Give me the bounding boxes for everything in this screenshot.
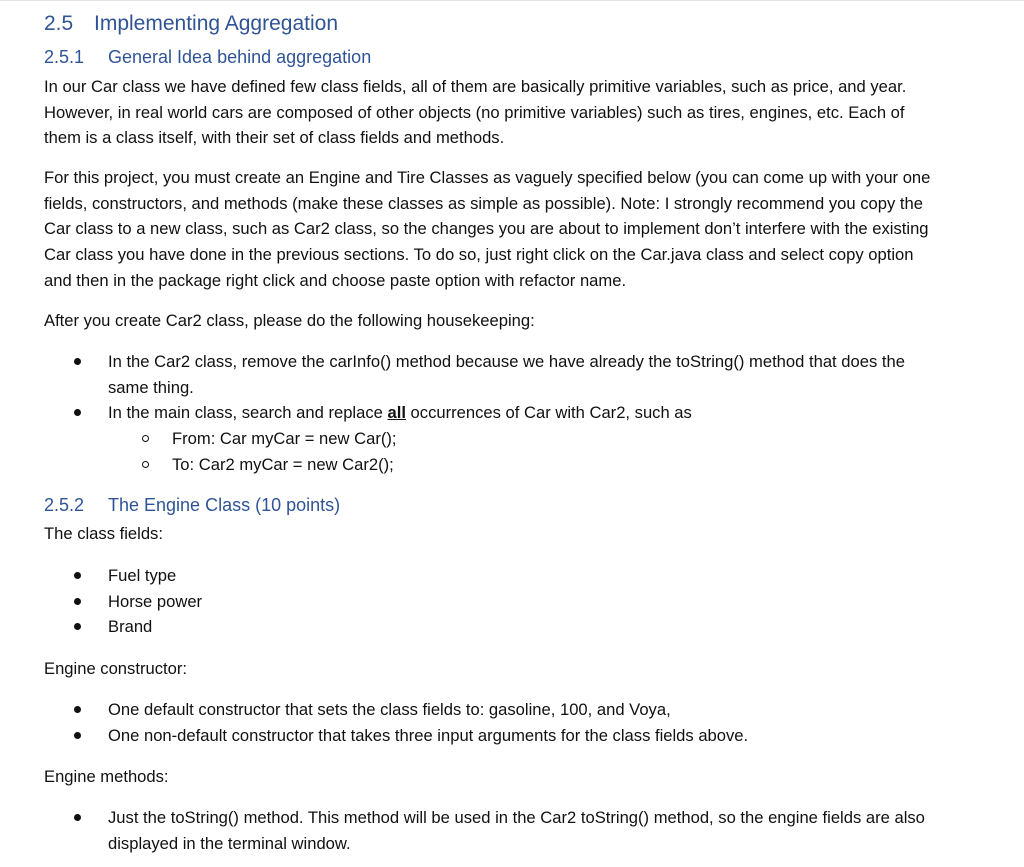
list-item-text-part: occurrences of Car with Car2, such as (405, 403, 692, 423)
paragraph-line: However, in real world cars are composed of other objects (no primitive variables) such as tires, engines, etc. Each of (44, 102, 905, 122)
constructor-list (0, 697, 1024, 748)
paragraph-line: Car class to a new class, such as Car2 class, so the changes you are about to implement don’t interfere with the existing (44, 219, 929, 239)
paragraph-line: After you create Car2 class, please do the following housekeeping: (44, 311, 535, 330)
emphasis-all: all (387, 403, 406, 423)
list-item (0, 697, 1024, 723)
subsection-1-number: 2.5.1 (44, 47, 85, 67)
paragraph-line: For this project, you must create an Engine and Tire Classes as vaguely specified below (you can come up with your one (44, 168, 931, 187)
subsection-1-heading (44, 47, 371, 68)
intro-paragraph (44, 74, 1004, 151)
bullet-icon (74, 623, 81, 630)
list-item-text: same thing. (108, 377, 194, 397)
paragraph-line: Car class you have done in the previous sections. To do so, just right click on the Car.java class and select copy option (44, 245, 914, 265)
sub-list-item (0, 452, 1024, 478)
fields-label (44, 521, 1004, 547)
bullet-icon (74, 706, 81, 713)
hollow-bullet-icon (142, 461, 149, 468)
list-item-text (108, 400, 1024, 426)
subsection-2-number: 2.5.2 (44, 495, 85, 515)
sub-list-item-text: From: Car myCar = new Car(); (172, 429, 397, 449)
subsection-2-title: The Engine Class (10 points) (108, 495, 341, 515)
bullet-icon (74, 572, 81, 579)
section-title: Implementing Aggregation (94, 12, 338, 35)
subsection-2-heading (44, 495, 340, 516)
housekeeping-intro (44, 308, 1004, 334)
list-item-text-part: In the main class, search and replace (108, 403, 388, 423)
list-item-text: One default constructor that sets the class fields to: gasoline, 100, and Voya, (108, 700, 671, 719)
methods-label (44, 764, 1004, 790)
paragraph-line: Engine methods: (44, 767, 169, 786)
paragraph-line: The class fields: (44, 524, 163, 543)
list-item-text: Fuel type (108, 566, 177, 585)
paragraph-line: fields, constructors, and methods (make these classes as simple as possible). Note: I strongly recommend you copy the (44, 193, 923, 213)
methods-list (0, 805, 1024, 856)
bullet-icon (74, 814, 81, 821)
list-item-text: Horse power (108, 591, 203, 611)
subsection-1-title: General Idea behind aggregation (108, 47, 372, 67)
constructor-label (44, 656, 1004, 682)
list-item-text: displayed in the terminal window. (108, 833, 351, 853)
project-paragraph (44, 165, 1004, 293)
sub-list-item-text: To: Car2 myCar = new Car2(); (172, 454, 394, 474)
list-item-text: One non-default constructor that takes three input arguments for the class fields above. (108, 725, 749, 745)
bullet-icon (74, 598, 81, 605)
paragraph-line: them is a class itself, with their set of class fields and methods. (44, 128, 505, 148)
section-heading (44, 12, 338, 36)
list-item-text: Just the toString() method. This method will be used in the Car2 toString() method, so the engine fields are also (108, 808, 925, 827)
fields-list (0, 563, 1024, 640)
housekeeping-list (0, 349, 1024, 477)
list-item (0, 349, 1024, 400)
bullet-icon (74, 358, 81, 365)
section-number: 2.5 (44, 12, 74, 35)
list-item-text: Brand (108, 617, 153, 637)
paragraph-line: Engine constructor: (44, 659, 187, 678)
paragraph-line: In our Car class we have defined few class fields, all of them are basically primitive variables, such as price, and year. (44, 77, 907, 96)
bullet-icon (74, 409, 81, 416)
hollow-bullet-icon (142, 435, 149, 442)
paragraph-line: and then in the package right click and choose paste option with refactor name. (44, 270, 627, 290)
top-divider (0, 0, 1024, 1)
list-item (0, 723, 1024, 749)
sub-list-item (0, 426, 1024, 452)
list-item (0, 563, 1024, 589)
list-item (0, 614, 1024, 640)
list-item (0, 805, 1024, 856)
list-item (0, 400, 1024, 426)
list-item-text: In the Car2 class, remove the carInfo() method because we have already the toString() method that does the (108, 352, 905, 371)
bullet-icon (74, 732, 81, 739)
list-item (0, 589, 1024, 615)
